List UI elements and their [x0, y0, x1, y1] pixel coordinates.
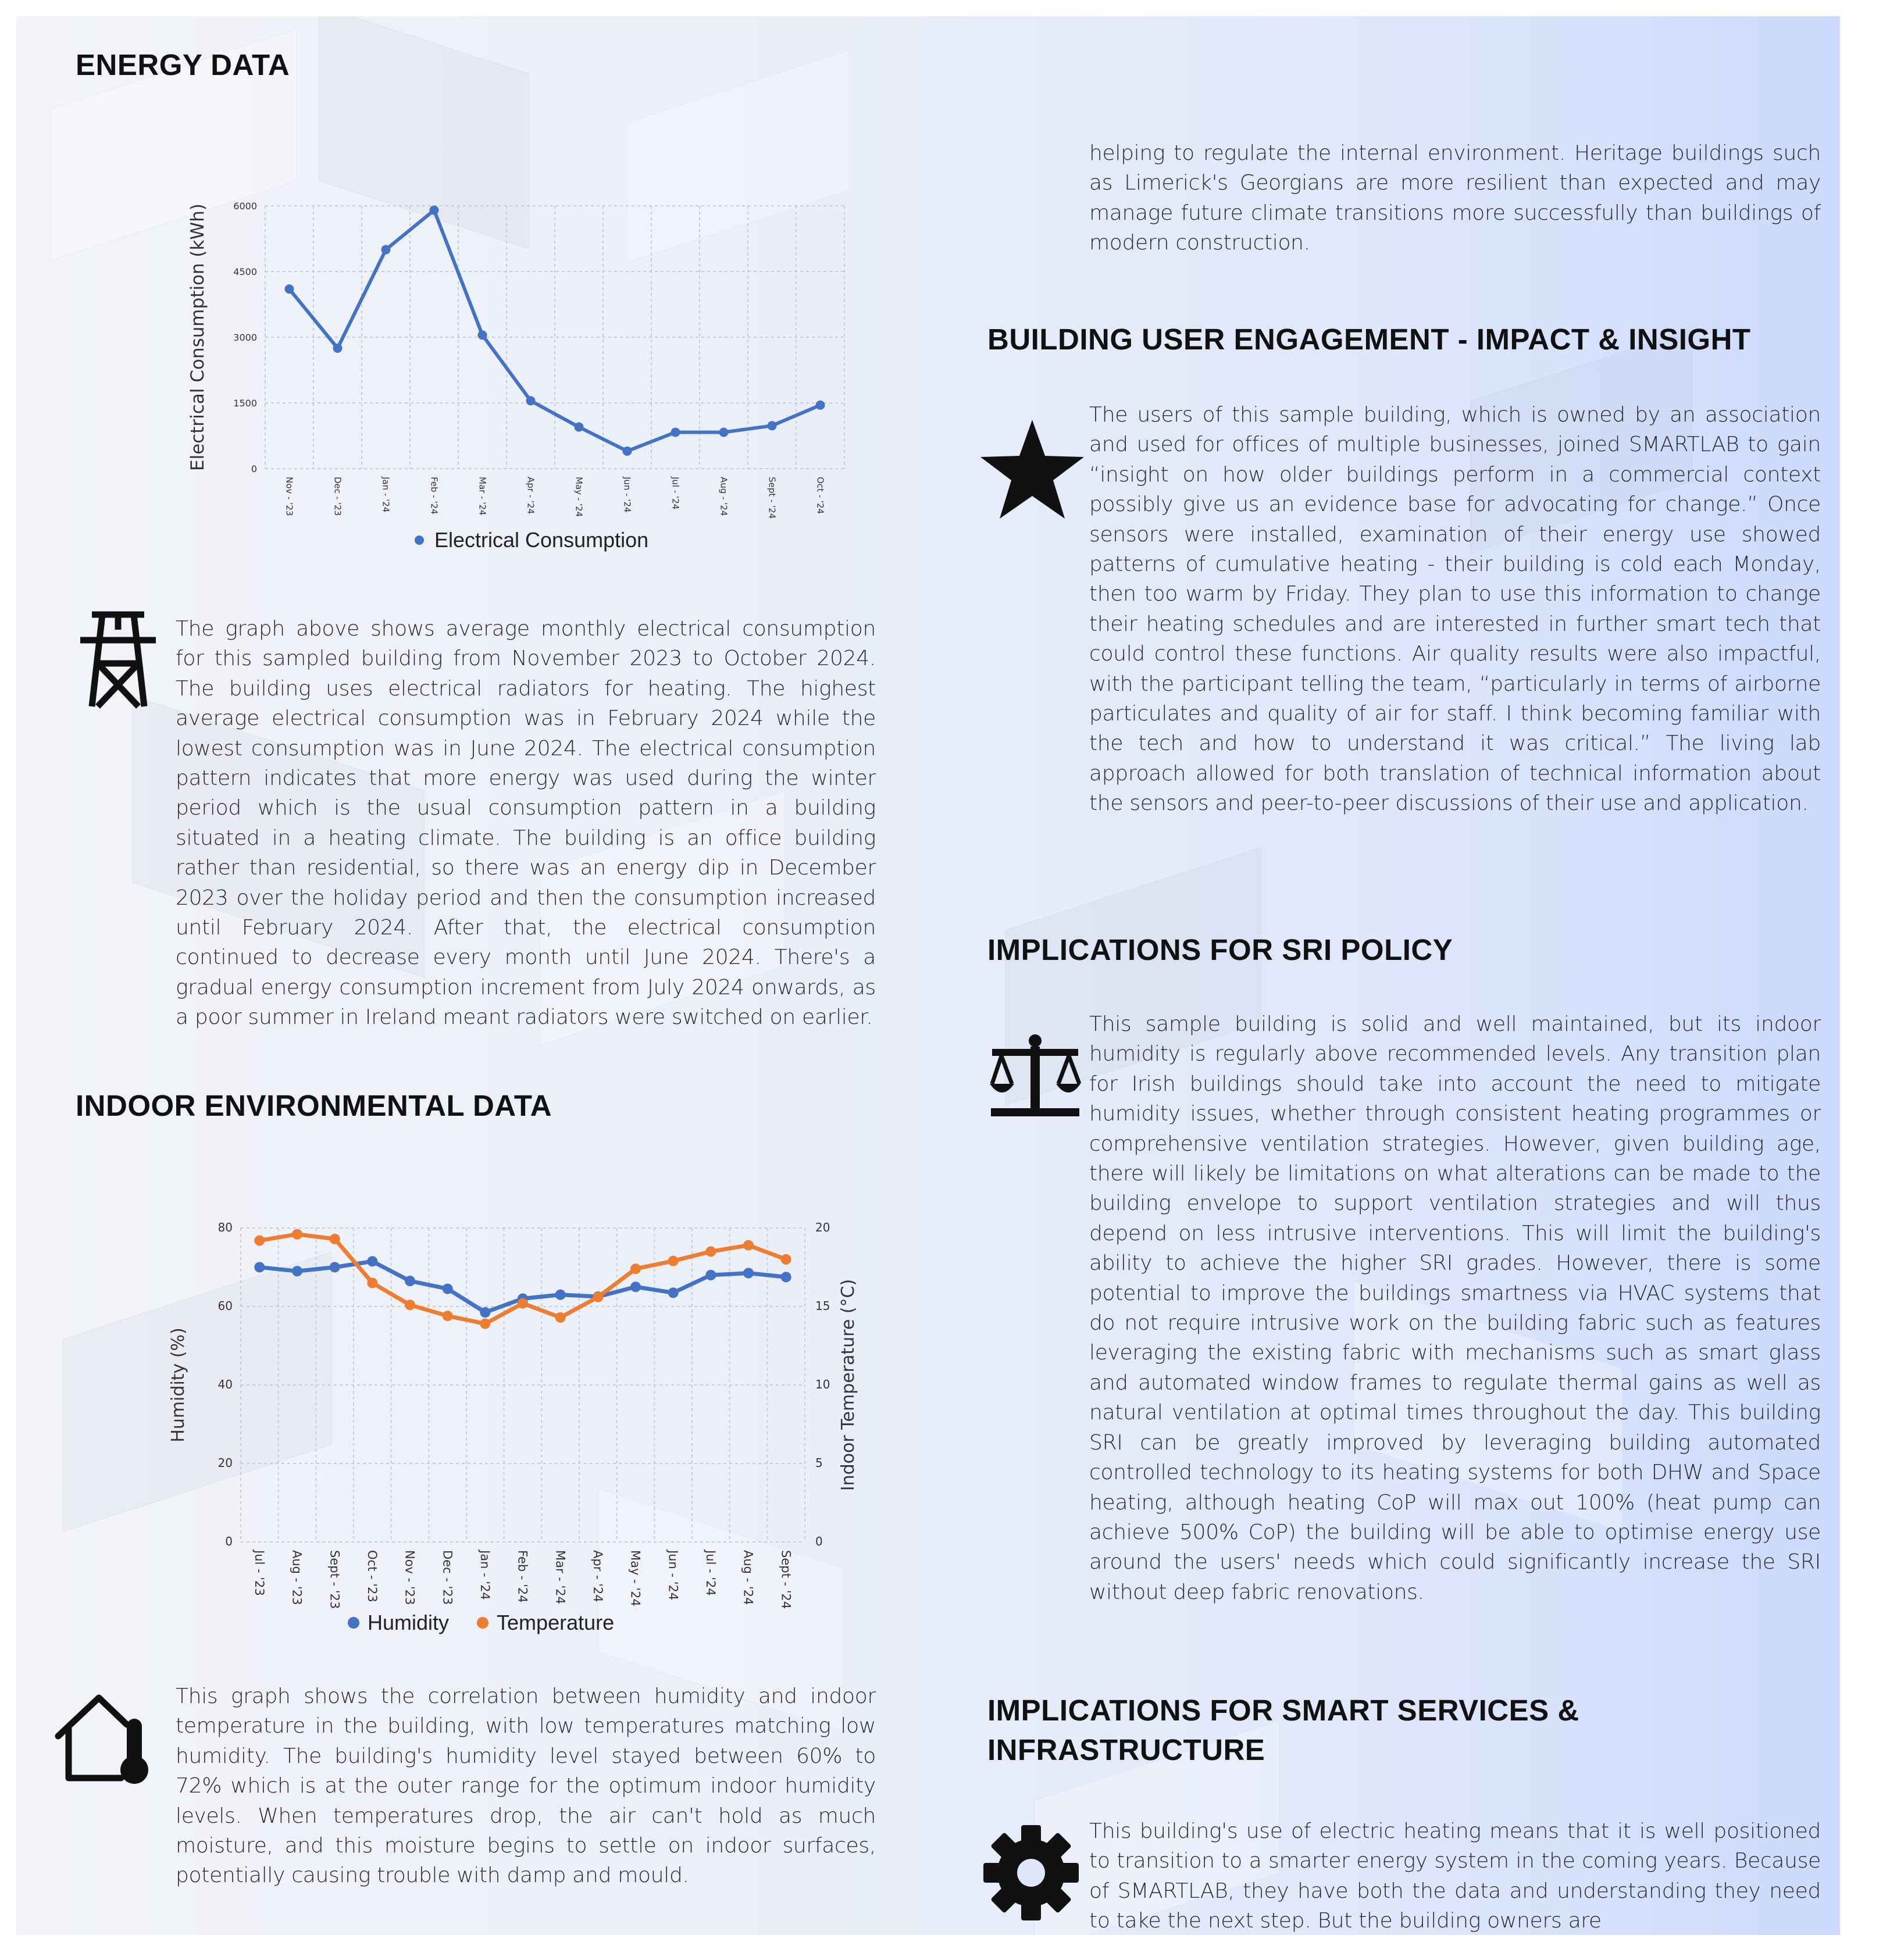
humidity-legend-label: Humidity — [368, 1611, 450, 1634]
humidity-legend — [348, 1611, 449, 1635]
humidity-data-point — [367, 1256, 377, 1266]
electrical-consumption-data-point — [816, 401, 825, 410]
engagement-paragraph: The users of this sample building, which is owned by an association and used for offices of multiple businesses, joined SMARTLAB to gain “insight on how older buildings perform in a commercial context possibly give us an evidence base for advocating for change.” Once sensors were installed, examination of their energy use showed patterns of cumulative heating - their building is cold each Monday, then too warm by Friday. They plan to use this information to change their heating schedules and are interested in further smart tech that could control these functions. Air quality results were also impactful, with the participant telling the team, “particularly in terms of airborne particulates and quality of air for staff. I think becoming familiar with the tech and how to understand it was critical.” The living lab approach allowed for both translation of technical information about the sensors and peer-to-peer discussions of their use and application. — [1089, 403, 1821, 816]
x-tick-label: Sept - '24 — [779, 1550, 793, 1609]
temperature-data-point — [292, 1229, 302, 1240]
electrical-consumption-data-point — [671, 427, 680, 437]
x-tick-label: Nov - '23 — [402, 1550, 417, 1605]
electrical-consumption-data-point — [575, 422, 584, 431]
x-tick-label: Dec - '23 — [332, 477, 343, 516]
humidity-data-point — [705, 1270, 716, 1280]
y-tick-label: 1500 — [233, 398, 257, 409]
y-right-tick-label: 0 — [815, 1534, 823, 1548]
sri-paragraph: This sample building is solid and well maintained, but its indoor humidity is regularly above recommended levels. Any transition plan for Irish buildings should take into account the need to mitigate humidity issues, whether through consistent heating programmes or comprehensive ventilation strategies. However, given building age, there will likely be limitations on what alterations can be made to the building envelope to support ventilation strategies and will thus depend on less intrusive interventions. This will limit the building's ability to achieve the higher SRI grades. However, there is some potential to improve the buildings smartness via HVAC systems that do not require intrusive work on the building fabric such as features leveraging the existing fabric with mechanisms such as smart glass and automated window frames to regulate thermal gains as well as natural ventilation at optimal times throughout the day. This building SRI can be greatly improved by leveraging building automated controlled technology to its heating systems for both DHW and Space heating, although heating CoP will max out 100% (heat pump can achieve 500% CoP) the building will be able to optimise energy use around the users' needs which could significantly increase the SRI without deep fabric renovations. — [1089, 1012, 1821, 1604]
poster-page — [16, 16, 1840, 1935]
energy-chart — [162, 167, 871, 574]
smart-heading-line1: IMPLICATIONS FOR SMART SERVICES & — [987, 1694, 1579, 1727]
x-tick-label: Nov - '23 — [284, 477, 295, 516]
engagement-heading: BUILDING USER ENGAGEMENT - IMPACT & INSIGHT — [987, 323, 1751, 356]
power-pylon-icon — [74, 606, 162, 711]
indoor-legend — [348, 1611, 614, 1635]
x-tick-label: Jul - '24 — [670, 477, 681, 510]
electrical-consumption-data-point — [478, 330, 487, 340]
electrical-consumption-data-point — [285, 284, 294, 294]
y-tick-label: 60 — [217, 1299, 233, 1313]
y-axis-title: Electrical Consumption (kWh) — [187, 204, 208, 471]
y-tick-label: 4500 — [233, 266, 257, 277]
humidity-data-point — [555, 1290, 566, 1300]
smart-paragraph: This building's use of electric heating means that it is well positioned to transition to a smarter energy system in the coming years. Because of SMARTLAB, they have both the data and understanding they need to take the next step. But the building owners are — [1089, 1819, 1821, 1933]
humidity-data-point — [254, 1262, 265, 1273]
x-tick-label: Apr - '24 — [590, 1550, 605, 1602]
y-tick-label: 3000 — [233, 332, 257, 343]
x-tick-label: Feb - '24 — [515, 1550, 530, 1603]
indoor-heading: INDOOR ENVIRONMENTAL DATA — [76, 1089, 552, 1122]
y-right-tick-label: 15 — [815, 1299, 830, 1313]
temperature-data-point — [555, 1312, 566, 1323]
temperature-data-point — [254, 1236, 265, 1246]
x-tick-label: Dec - '23 — [440, 1550, 455, 1605]
x-tick-label: Aug - '24 — [741, 1550, 755, 1605]
energy-legend — [415, 528, 648, 552]
y-tick-label: 6000 — [233, 201, 257, 212]
humidity-data-point — [405, 1276, 415, 1286]
energy-heading: ENERGY DATA — [76, 48, 290, 81]
temperature-data-point — [518, 1298, 528, 1309]
y-axis-title: Humidity (%) — [168, 1327, 188, 1443]
electrical-consumption-data-point — [333, 344, 343, 353]
x-tick-label: Jul - '24 — [703, 1550, 718, 1596]
humidity-legend-marker — [348, 1617, 359, 1629]
x-tick-label: Feb - '24 — [429, 477, 440, 515]
temperature-data-point — [781, 1254, 791, 1265]
x-tick-label: Jan - '24 — [380, 477, 391, 513]
smart-heading-line2: INFRASTRUCTURE — [987, 1733, 1265, 1766]
y-right-tick-label: 20 — [815, 1220, 830, 1234]
x-tick-label: Oct - '24 — [815, 477, 826, 515]
y-tick-label: 80 — [217, 1220, 233, 1234]
temperature-data-point — [705, 1247, 716, 1257]
indoor-chart — [133, 1197, 865, 1638]
temperature-data-point — [593, 1292, 603, 1302]
x-tick-label: Jul - '23 — [252, 1550, 266, 1596]
temperature-data-point — [480, 1319, 490, 1329]
electrical-consumption-data-point — [381, 245, 391, 254]
y-tick-label: 20 — [217, 1456, 233, 1470]
energy-paragraph: The graph above shows average monthly electrical consumption for this sampled building from November 2023 to October 2024. The building uses electrical radiators for heating. The highest average electrical consumption was in February 2024 while the lowest consumption was in June 2024. The electrical consumption pattern indicates that more energy was used during the winter period which is the usual consumption pattern in a building situated in a heating climate. The building is an office building rather than residential, so there was an energy dip in December 2023 over the holiday period and then the consumption increased until February 2024. After that, the electrical consumption continued to decrease every month until June 2024. There's a gradual energy consumption increment from July 2024 onwards, as a poor summer in Ireland meant radiators were switched on earlier. — [176, 617, 876, 1030]
y-right-tick-label: 10 — [815, 1377, 830, 1391]
y-right-axis-title: Indoor Temperature (°C) — [838, 1279, 858, 1491]
y-tick-label: 0 — [251, 463, 257, 474]
sri-heading: IMPLICATIONS FOR SRI POLICY — [987, 933, 1453, 966]
temperature-legend-marker — [477, 1617, 488, 1629]
x-tick-label: Sept - '24 — [766, 477, 778, 519]
electrical-consumption-data-point — [719, 427, 729, 437]
humidity-data-point — [330, 1262, 340, 1273]
x-tick-label: Aug - '23 — [290, 1550, 304, 1605]
star-icon — [977, 417, 1087, 522]
humidity-data-point — [292, 1266, 302, 1276]
electrical-consumption-data-point — [623, 447, 632, 456]
x-tick-label: Oct - '23 — [365, 1550, 379, 1602]
x-tick-label: Sept - '23 — [327, 1550, 342, 1609]
x-tick-label: Mar - '24 — [553, 1550, 568, 1605]
indoor-paragraph: This graph shows the correlation between humidity and indoor temperature in the building, with low temperatures matching low humidity. The building's humidity level stayed between 60% to 72% which is at the outer range for the optimum indoor humidity levels. When temperatures drop, the air can't hold as much moisture, and this moisture begins to settle on indoor surfaces, potentially causing trouble with damp and mould. — [176, 1684, 876, 1888]
temperature-data-point — [330, 1234, 340, 1244]
energy-legend-label: Electrical Consumption — [434, 528, 649, 552]
x-tick-label: Apr - '24 — [525, 477, 536, 515]
temperature-data-point — [405, 1299, 415, 1310]
electrical-consumption-data-point — [768, 421, 777, 430]
home-thermometer-icon — [52, 1691, 157, 1790]
humidity-data-point — [668, 1287, 679, 1298]
x-tick-label: Jun - '24 — [666, 1550, 680, 1601]
x-tick-label: Aug - '24 — [718, 477, 729, 516]
gear-icon — [982, 1823, 1080, 1922]
temperature-data-point — [367, 1278, 377, 1288]
x-tick-label: Jan - '24 — [477, 1550, 492, 1600]
humidity-data-point — [480, 1307, 490, 1318]
humidity-data-point — [443, 1284, 453, 1294]
temperature-data-point — [443, 1311, 453, 1321]
energy-legend-marker — [415, 535, 424, 545]
y-tick-label: 0 — [225, 1534, 233, 1548]
temperature-legend — [477, 1611, 614, 1635]
y-right-tick-label: 5 — [815, 1456, 823, 1470]
x-tick-label: Jun - '24 — [622, 477, 633, 513]
electrical-consumption-data-point — [430, 206, 439, 215]
scales-icon — [989, 1033, 1082, 1120]
x-tick-label: May - '24 — [573, 477, 584, 517]
temperature-legend-label: Temperature — [497, 1611, 615, 1634]
electrical-consumption-data-point — [526, 396, 536, 405]
intro-paragraph: helping to regulate the internal environment. Heritage buildings such as Limerick's Georgians are more resilient than expected and may manage future climate transitions more successfully than buildings of modern construction. — [1089, 141, 1821, 255]
y-tick-label: 40 — [217, 1377, 233, 1391]
x-tick-label: May - '24 — [628, 1550, 643, 1606]
temperature-data-point — [668, 1256, 679, 1266]
humidity-data-point — [781, 1272, 791, 1282]
temperature-data-point — [630, 1263, 641, 1274]
humidity-data-point — [630, 1281, 641, 1292]
temperature-data-point — [743, 1240, 754, 1251]
x-tick-label: Mar - '24 — [477, 477, 488, 516]
humidity-data-point — [743, 1268, 754, 1279]
